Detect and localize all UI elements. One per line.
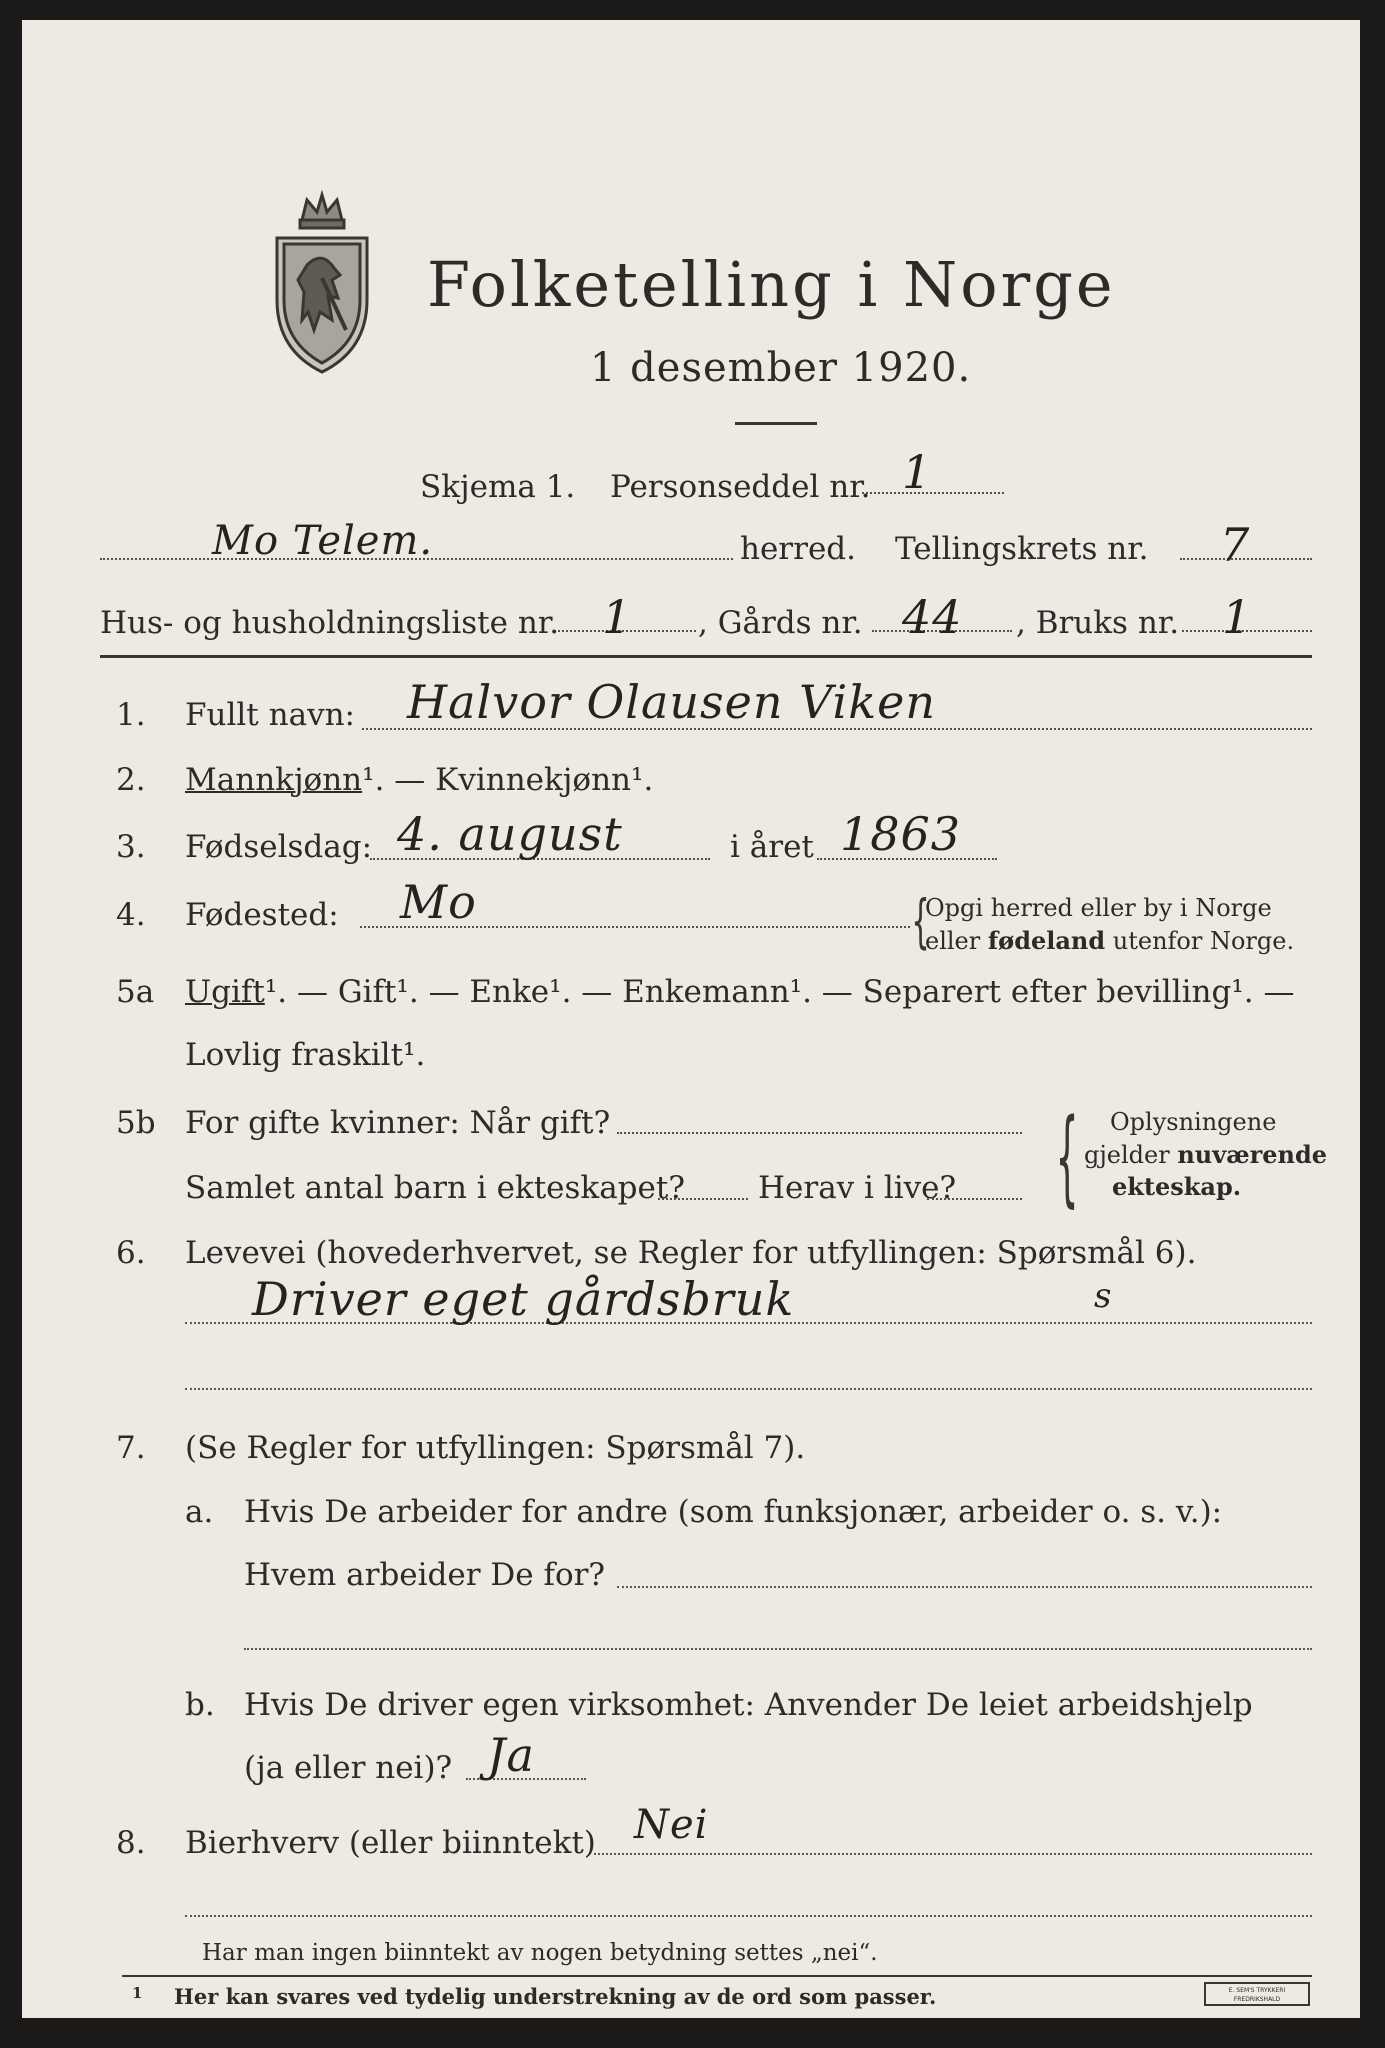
children-alive-field[interactable]	[927, 1198, 1022, 1200]
herred-label: herred.	[740, 531, 856, 567]
hired-help-value: Ja	[487, 1728, 535, 1782]
q4-number: 4.	[116, 897, 146, 933]
printer-stamp-line2: FREDRIKSHALD	[1233, 1996, 1281, 2003]
side-income-value: Nei	[634, 1802, 709, 1848]
q3-number: 3.	[116, 829, 146, 865]
q8-number: 8.	[116, 1825, 146, 1861]
q7-number: 7.	[116, 1430, 146, 1466]
q5a-options: Ugift¹. — Gift¹. — Enke¹. — Enkemann¹. — Separert efter bevilling¹. —	[185, 974, 1295, 1010]
tellingskrets-value: 7	[1220, 518, 1251, 572]
hus-value: 1	[602, 590, 633, 644]
q7a-line1: Hvis De arbeider for andre (som funksjonær, arbeider o. s. v.):	[244, 1494, 1223, 1530]
gards-label: , Gårds nr.	[698, 605, 863, 641]
bruks-label: , Bruks nr.	[1016, 605, 1180, 641]
q2-separator: . —	[374, 762, 436, 798]
q3-year-label: i året	[730, 829, 814, 865]
occupation-field-line2[interactable]	[185, 1388, 1312, 1390]
q2-options: Mannkjønn¹. — Kvinnekjønn¹.	[185, 762, 654, 798]
birth-year-value: 1863	[840, 807, 962, 861]
occupation-value: Driver eget gårdsbruk	[252, 1272, 795, 1326]
option-ugift[interactable]: Ugift	[185, 974, 265, 1010]
side-income-field[interactable]	[594, 1853, 1312, 1855]
birthplace-value: Mo	[400, 875, 477, 929]
full-name-value: Halvor Olausen Viken	[407, 675, 936, 729]
q7b-letter: b.	[185, 1687, 215, 1723]
q6-label: Levevei (hovederhvervet, se Regler for utfyllingen: Spørsmål 6).	[185, 1235, 1197, 1271]
q4-note2-c: utenfor Norge.	[1105, 927, 1295, 955]
q6-number: 6.	[116, 1235, 146, 1271]
q5b-note2-a: gjelder	[1084, 1141, 1178, 1169]
birthday-value: 4. august	[397, 807, 623, 861]
employer-field-line2[interactable]	[244, 1648, 1312, 1650]
married-when-field[interactable]	[617, 1132, 1022, 1134]
q7a-letter: a.	[185, 1494, 214, 1530]
hus-label: Hus- og husholdningsliste nr.	[100, 605, 560, 641]
children-count-field[interactable]	[658, 1198, 748, 1200]
tellingskrets-label: Tellingskrets nr.	[895, 531, 1149, 567]
employer-field[interactable]	[617, 1586, 1312, 1588]
q4-note-line1: Opgi herred eller by i Norge	[925, 894, 1272, 922]
q4-label: Fødested:	[185, 897, 339, 933]
occupation-mark: s	[1094, 1276, 1113, 1316]
q4-brace: {	[911, 887, 930, 955]
q4-note2-b: fødeland	[987, 926, 1106, 955]
q5b-herav: Herav i live?	[758, 1170, 957, 1206]
q5b-line1: For gifte kvinner: Når gift?	[185, 1105, 611, 1141]
side-income-field-line2[interactable]	[185, 1915, 1312, 1917]
q5b-note-line3: ekteskap.	[1112, 1172, 1242, 1201]
form-title: Folketelling i Norge	[427, 248, 1116, 321]
bruks-value: 1	[1222, 590, 1253, 644]
herred-value: Mo Telem.	[212, 518, 434, 564]
q2-number: 2.	[116, 762, 146, 798]
q7b-line2: (ja eller nei)?	[244, 1750, 453, 1786]
census-date: 1 desember 1920.	[590, 345, 972, 391]
q5b-note-line1: Oplysningene	[1110, 1108, 1277, 1136]
q5b-brace: {	[1055, 1096, 1079, 1218]
biinntekt-note: Har man ingen biinntekt av nogen betydning settes „nei“.	[202, 1940, 878, 1966]
q4-note-line2	[925, 926, 1294, 955]
skjema-label: Skjema 1.	[420, 469, 576, 505]
q8-label: Bierhverv (eller biinntekt)	[185, 1825, 596, 1861]
gards-value: 44	[902, 590, 963, 644]
section-divider	[100, 655, 1312, 658]
q3-label: Fødselsdag:	[185, 829, 373, 865]
footnote-text: Her kan svares ved tydelig understrekning av de ord som passer.	[174, 1984, 937, 2009]
q7-label: (Se Regler for utfyllingen: Spørsmål 7).	[185, 1430, 806, 1466]
title-divider	[735, 422, 817, 425]
q5b-note2-b: nuværende	[1177, 1140, 1328, 1169]
option-mannkjonn[interactable]: Mannkjønn	[185, 762, 363, 798]
norway-coat-of-arms-icon	[262, 180, 382, 380]
personseddel-value: 1	[902, 445, 933, 499]
q4-note2-a: eller	[925, 927, 988, 955]
footnote-mark: 1	[132, 1984, 143, 2002]
printer-stamp-line1: E. SEM'S TRYKKERI	[1228, 1987, 1286, 1994]
option-lovlig-fraskilt[interactable]: Lovlig fraskilt¹.	[185, 1037, 426, 1073]
q7b-line1: Hvis De driver egen virksomhet: Anvender De leiet arbeidshjelp	[244, 1687, 1253, 1723]
q5a-number: 5a	[116, 974, 155, 1010]
q5a-other-options[interactable]: . — Gift¹. — Enke¹. — Enkemann¹. — Separert efter bevilling¹. —	[277, 974, 1295, 1010]
q1-number: 1.	[116, 697, 146, 733]
personseddel-field[interactable]	[862, 492, 1004, 494]
q5b-number: 5b	[116, 1105, 156, 1141]
census-form-sheet	[22, 20, 1360, 2018]
q2-end: .	[643, 762, 654, 798]
option-kvinnekjonn[interactable]: Kvinnekjønn	[435, 762, 632, 798]
q1-label: Fullt navn:	[185, 697, 355, 733]
q5b-note-line2	[1084, 1140, 1327, 1169]
footnote-divider	[122, 1975, 1312, 1977]
q5b-line2: Samlet antal barn i ekteskapet?	[185, 1170, 685, 1206]
q7a-line2: Hvem arbeider De for?	[244, 1557, 606, 1593]
personseddel-label: Personseddel nr.	[610, 469, 871, 505]
printer-stamp	[1204, 1982, 1310, 2006]
